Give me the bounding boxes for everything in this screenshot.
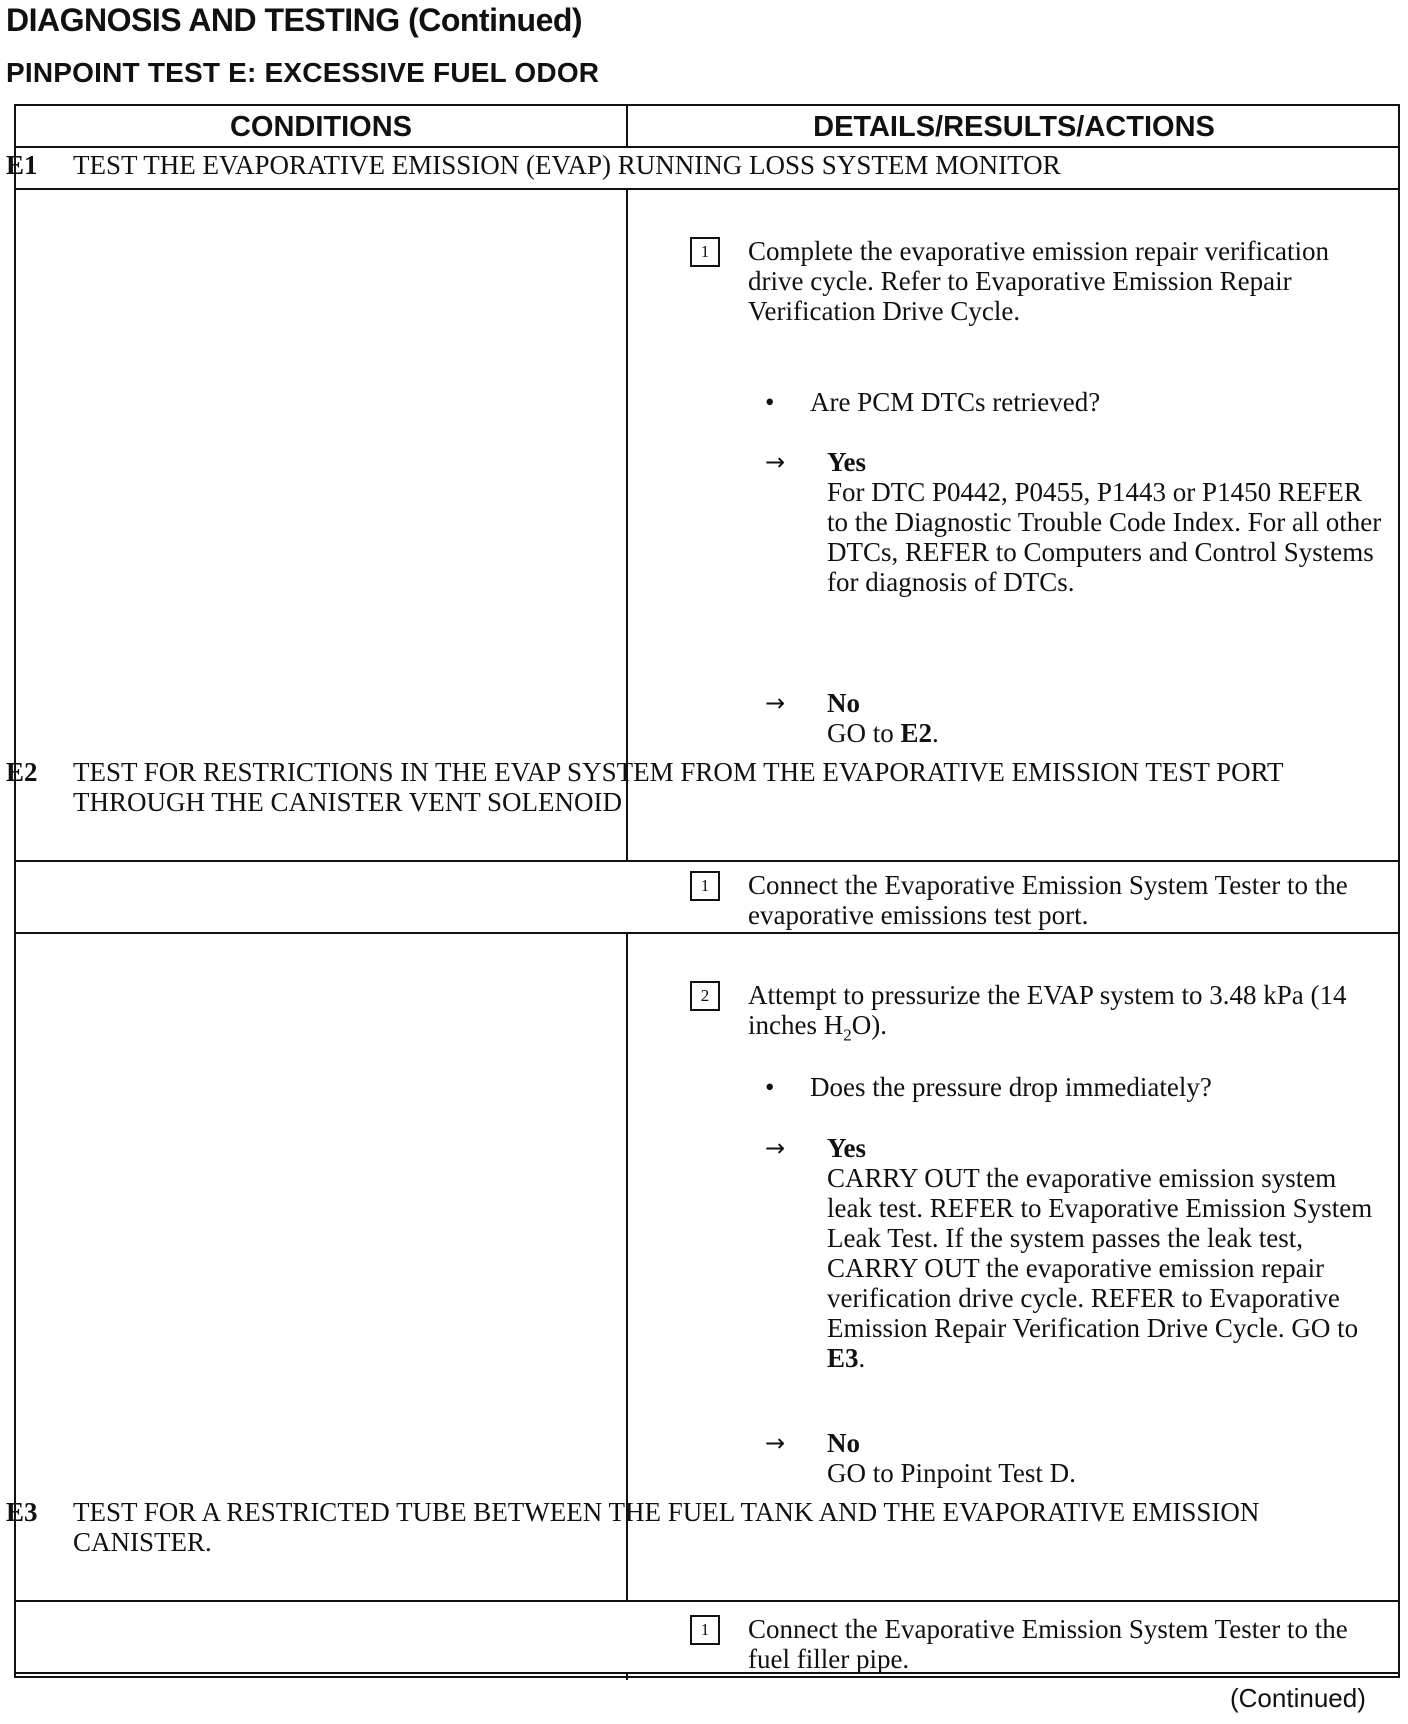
result-label: Yes: [827, 447, 866, 477]
step-text: Connect the Evaporative Emission System Tester to the evaporative emissions test port.: [748, 870, 1348, 930]
step-id: E1: [6, 150, 38, 180]
arrow-icon: →: [765, 1429, 786, 1457]
result-action: [827, 1163, 1387, 1373]
arrow-icon: →: [765, 1134, 786, 1162]
step-title: TEST FOR A RESTRICTED TUBE BETWEEN THE FUEL TANK AND THE EVAPORATIVE EMISSION CANISTER.: [73, 1497, 1260, 1557]
step-number-box: 2: [690, 981, 720, 1011]
result-label: Yes: [827, 1133, 866, 1163]
question-text: Does the pressure drop immediately?: [810, 1072, 1212, 1102]
step-reference: E2: [900, 718, 933, 748]
bullet-icon: •: [765, 387, 775, 417]
step-title: TEST FOR RESTRICTIONS IN THE EVAP SYSTEM FROM THE EVAPORATIVE EMISSION TEST PORT THROUGH THE CANISTER VENT SOLENOID: [73, 757, 1284, 817]
action-end: .: [858, 1343, 866, 1373]
result-action: GO to Pinpoint Test D.: [827, 1458, 1076, 1488]
step-text-end: O).: [851, 1010, 887, 1040]
arrow-icon: →: [765, 448, 786, 476]
result-label: No: [827, 688, 860, 718]
divider: [16, 188, 1398, 190]
step-number-box: 1: [690, 871, 720, 901]
action-text: CARRY OUT the evaporative emission system leak test. REFER to Evaporative Emission System Leak Test. If the system passes the leak test, CARRY OUT the evaporative emission repair verification drive cycle. REFER to Evaporative Emission Repair Verification Drive Cycle. GO to: [827, 1163, 1373, 1343]
bullet-icon: •: [765, 1072, 775, 1102]
divider: [16, 146, 1398, 148]
divider: [16, 932, 1398, 934]
step-number-box: 1: [690, 237, 720, 267]
question-text: Are PCM DTCs retrieved?: [810, 387, 1101, 417]
divider: [16, 860, 1398, 862]
step-number-box: 1: [690, 1615, 720, 1645]
step-id: E3: [6, 1497, 38, 1527]
column-divider: [626, 1672, 628, 1680]
continued-footer: (Continued): [1230, 1683, 1366, 1713]
conditions-column-header: CONDITIONS: [229, 110, 413, 143]
action-text: GO to: [827, 718, 901, 748]
step-title: TEST THE EVAPORATIVE EMISSION (EVAP) RUNNING LOSS SYSTEM MONITOR: [73, 150, 1061, 180]
step-text: Complete the evaporative emission repair verification drive cycle. Refer to Evaporative Emission Repair Verification Drive Cycle.: [748, 236, 1330, 326]
header-divider: [626, 106, 628, 146]
step-reference: E3: [827, 1343, 859, 1373]
details-column-header: DETAILS/RESULTS/ACTIONS: [813, 110, 1215, 143]
action-end: .: [932, 718, 939, 748]
subscript: 2: [843, 1025, 852, 1045]
result-action: [827, 718, 1387, 748]
step-text-main: Attempt to pressurize the EVAP system to 3.48 kPa (14 inches H: [748, 980, 1347, 1040]
step-id: E2: [6, 757, 38, 787]
step-text: [748, 980, 1378, 1050]
result-label: No: [827, 1428, 860, 1458]
pinpoint-test-title: PINPOINT TEST E: EXCESSIVE FUEL ODOR: [6, 57, 600, 88]
step-text: Connect the Evaporative Emission System Tester to the fuel filler pipe.: [748, 1614, 1348, 1674]
divider: [16, 1600, 1398, 1602]
result-action: For DTC P0442, P0455, P1443 or P1450 REFER to the Diagnostic Trouble Code Index. For all other DTCs, REFER to Computers and Control Systems for diagnosis of DTCs.: [827, 477, 1382, 597]
page-title: DIAGNOSIS AND TESTING (Continued): [6, 2, 583, 38]
arrow-icon: →: [765, 689, 786, 717]
